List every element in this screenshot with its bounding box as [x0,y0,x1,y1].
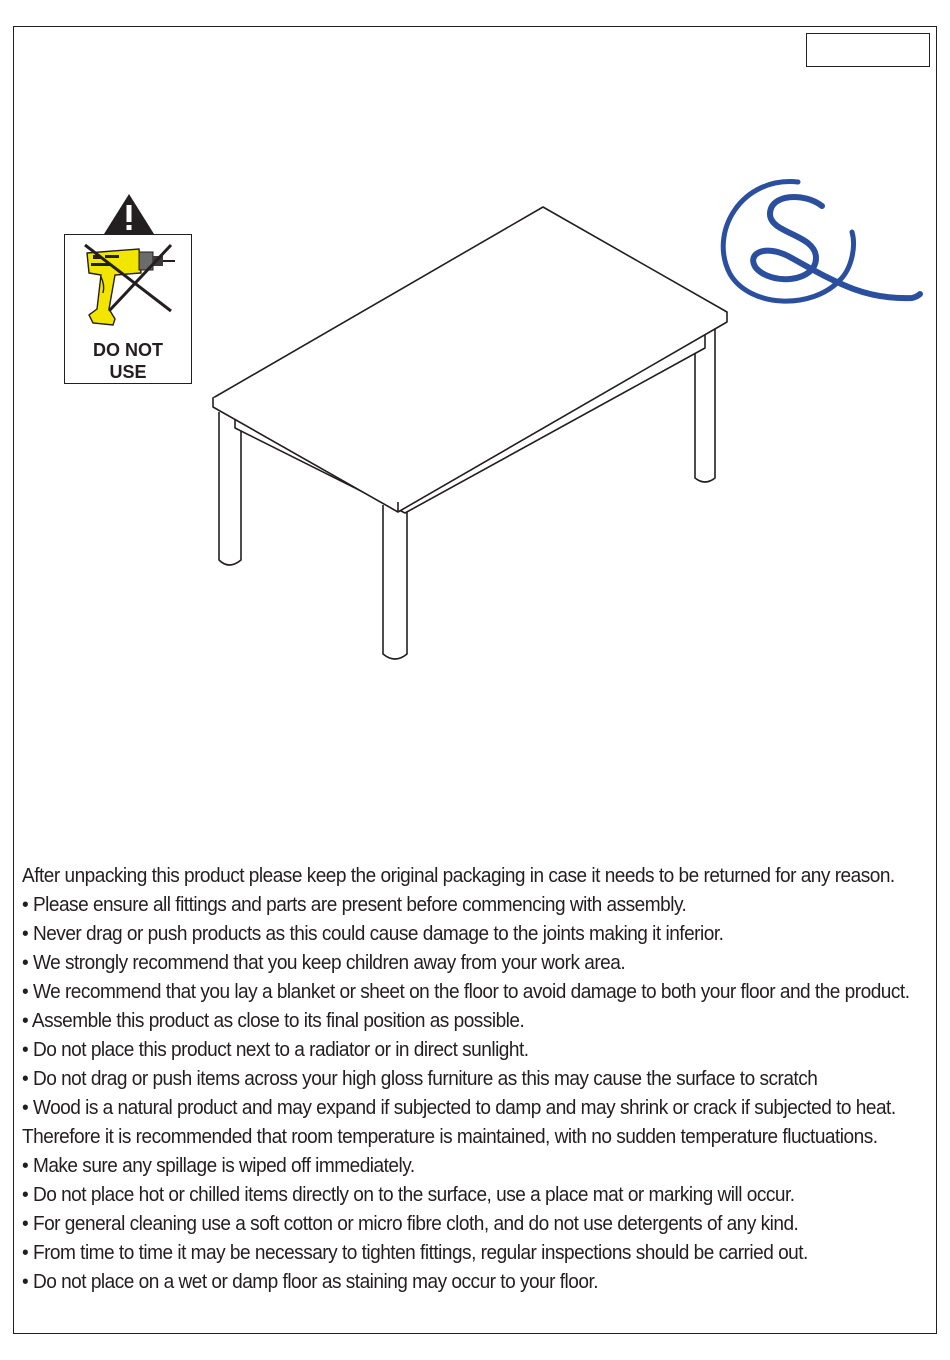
power-drill-icon [79,239,179,335]
list-item: • Make sure any spillage is wiped off immediately. [22,1154,415,1177]
warning-panel [64,234,192,384]
care-instructions [22,861,910,1296]
list-item: Therefore it is recommended that room temperature is maintained, with no sudden temperature fluctuations. [22,1125,878,1148]
list-item: • We recommend that you lay a blanket or sheet on the floor to avoid damage to both your floor and the product. [22,980,910,1003]
list-item: • Do not drag or push items across your high gloss furniture as this may cause the surface to scratch [22,1067,818,1090]
list-item: • Never drag or push products as this could cause damage to the joints making it inferior. [22,922,724,945]
list-item: • From time to time it may be necessary to tighten fittings, regular inspections should be carried out. [22,1241,808,1264]
list-item: • Assemble this product as close to its final position as possible. [22,1009,525,1032]
do-not-use-drill-warning [62,192,196,388]
list-item: • Please ensure all fittings and parts are present before commencing with assembly. [22,893,687,916]
rectangular-table-drawing [205,200,735,670]
do-not-use-label: DO NOT USE [93,340,163,382]
product-code-box [806,33,930,67]
list-item: • Do not place this product next to a radiator or in direct sunlight. [22,1038,529,1061]
sq-monogram-logo [712,170,932,320]
list-item: • For general cleaning use a soft cotton or micro fibre cloth, and do not use detergents of any kind. [22,1212,799,1235]
intro-text: After unpacking this product please keep the original packaging in case it needs to be returned for any reason. [22,864,895,887]
list-item: • Do not place on a wet or damp floor as staining may occur to your floor. [22,1270,599,1293]
list-item: • Wood is a natural product and may expand if subjected to damp and may shrink or crack if subjected to heat. [22,1096,896,1119]
warning-triangle-icon [102,192,156,236]
list-item: • We strongly recommend that you keep children away from your work area. [22,951,626,974]
list-item: • Do not place hot or chilled items directly on to the surface, use a place mat or marking will occur. [22,1183,795,1206]
